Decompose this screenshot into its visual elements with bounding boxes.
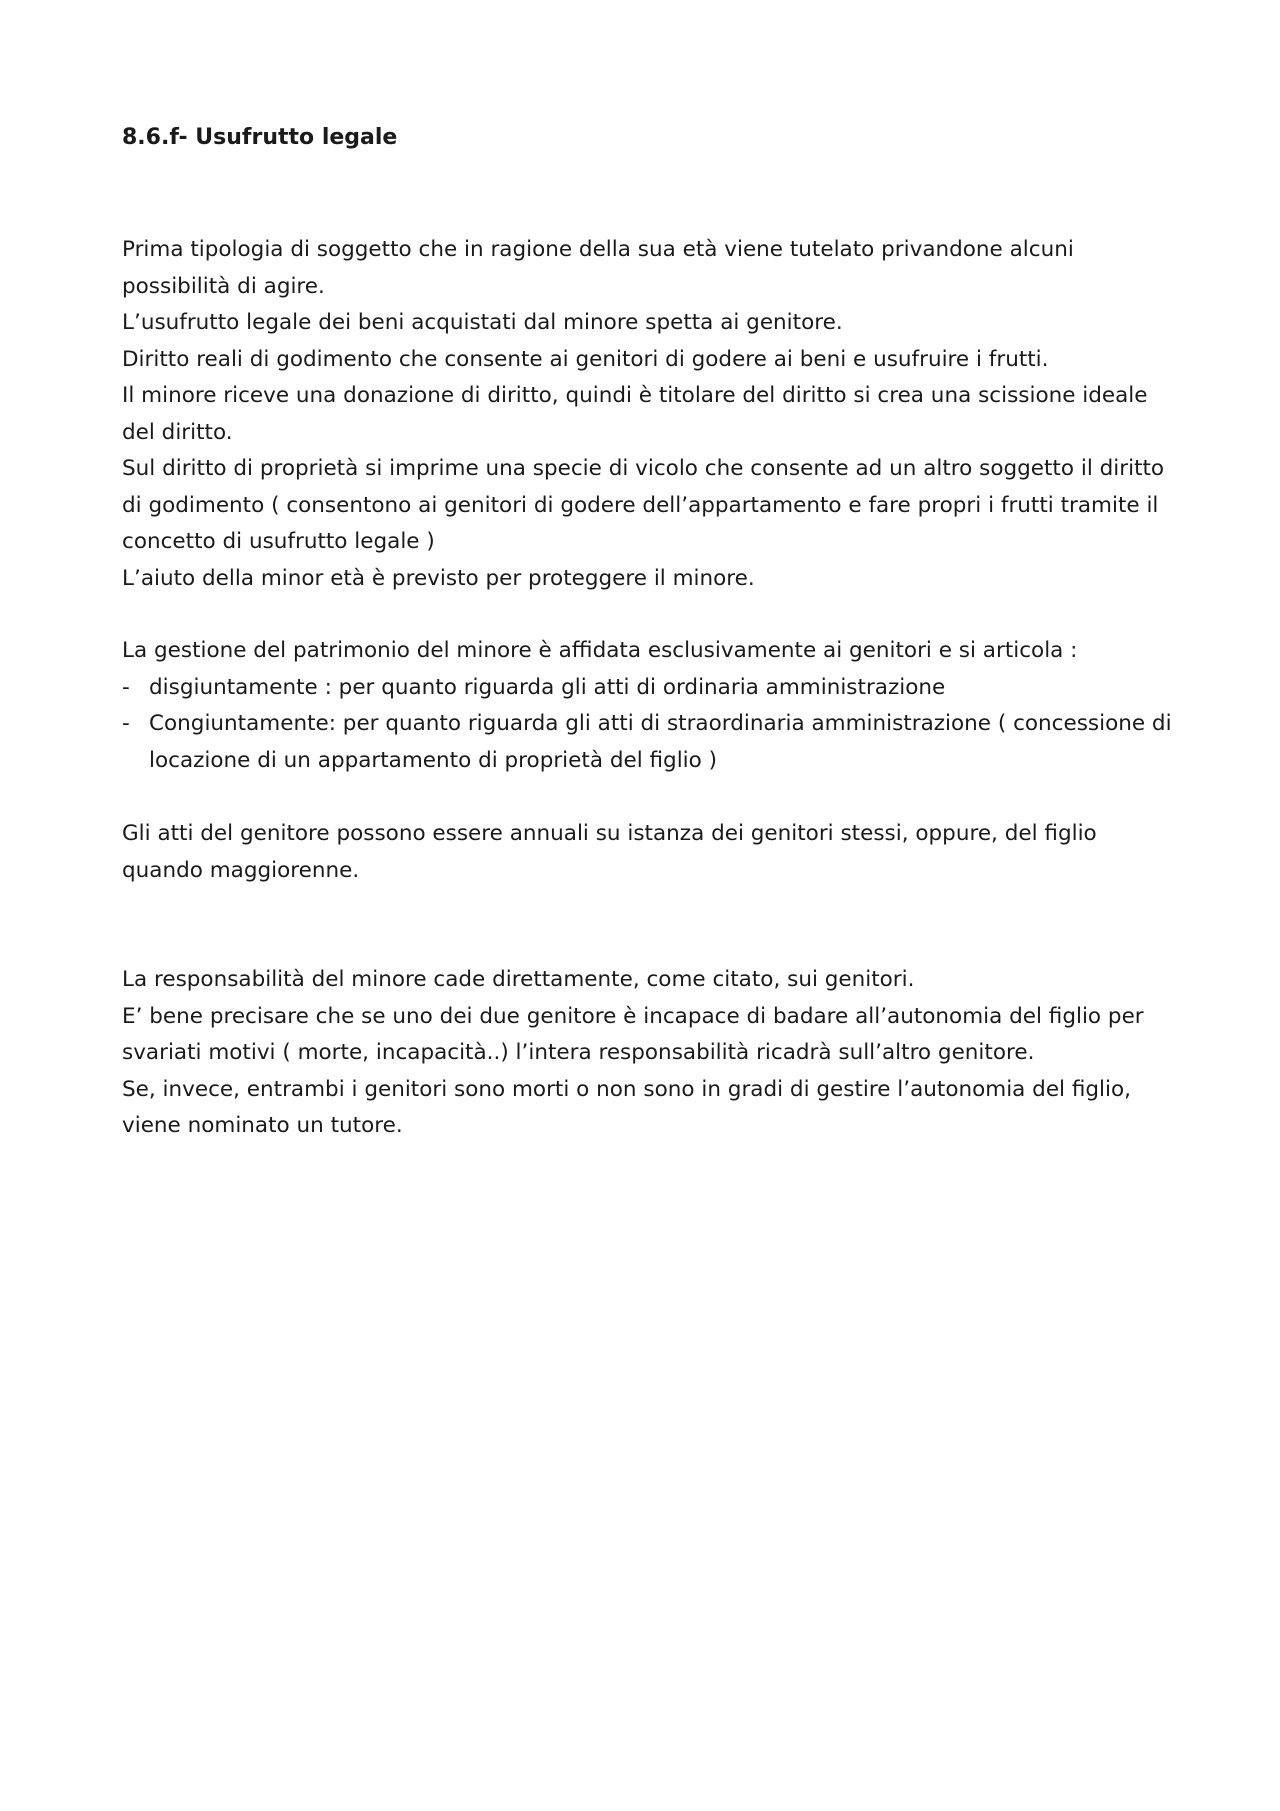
section-heading: 8.6.f- Usufrutto legale — [122, 125, 398, 150]
paragraph-atti-genitore — [122, 816, 1182, 889]
text-line: Prima tipologia di soggetto che in ragione della sua età viene tutelato privandone alcuni possibilità di agire. — [122, 237, 1074, 299]
list-item-text: disgiuntamente : per quanto riguarda gli atti di ordinaria amministrazione — [149, 674, 946, 700]
text-line: La responsabilità del minore cade direttamente, come citato, sui genitori. — [122, 967, 915, 992]
paragraph-gestione-patrimonio — [122, 633, 1182, 779]
text-line: L’aiuto della minor età è previsto per proteggere il minore. — [122, 565, 755, 591]
list-item — [122, 670, 1182, 707]
text-line: E’ bene precisare che se uno dei due genitore è incapace di badare all’autonomia del figlio per svariati motivi ( morte, incapacità..) l’intera responsabilità ricadrà sull’altro genitore. — [122, 1003, 1144, 1065]
text-line: Gli atti del genitore possono essere annuali su istanza dei genitori stessi, oppure, del figlio quando maggiorenne. — [122, 821, 1097, 883]
dash-bullet: - — [122, 674, 130, 700]
text-line: Il minore riceve una donazione di diritto, quindi è titolare del diritto si crea una scissione ideale del diritto. — [122, 383, 1148, 445]
list-item-text: Congiuntamente: per quanto riguarda gli atti di straordinaria amministrazione ( concessione di locazione di un appartamento di proprietà del figlio ) — [149, 711, 1172, 773]
text-line: Sul diritto di proprietà si imprime una specie di vicolo che consente ad un altro soggetto il diritto di godimento ( consentono ai genitori di godere dell’appartamento e fare propri i frutti tramite il concetto di usufrutto legale ) — [122, 456, 1165, 554]
paragraph-usufrutto — [122, 232, 1182, 597]
text-line: Diritto reali di godimento che consente ai genitori di godere ai beni e usufruire i frutti. — [122, 346, 1049, 372]
paragraph-responsabilita — [122, 962, 1182, 1145]
bullet-list — [122, 670, 1182, 780]
text-line: Se, invece, entrambi i genitori sono morti o non sono in gradi di gestire l’autonomia del figlio, viene nominato un tutore. — [122, 1076, 1131, 1138]
text-line: L’usufrutto legale dei beni acquistati dal minore spetta ai genitore. — [122, 310, 843, 335]
list-intro: La gestione del patrimonio del minore è affidata esclusivamente ai genitori e si articola : — [122, 638, 1078, 663]
dash-bullet: - — [122, 711, 130, 736]
list-item — [122, 706, 1182, 779]
